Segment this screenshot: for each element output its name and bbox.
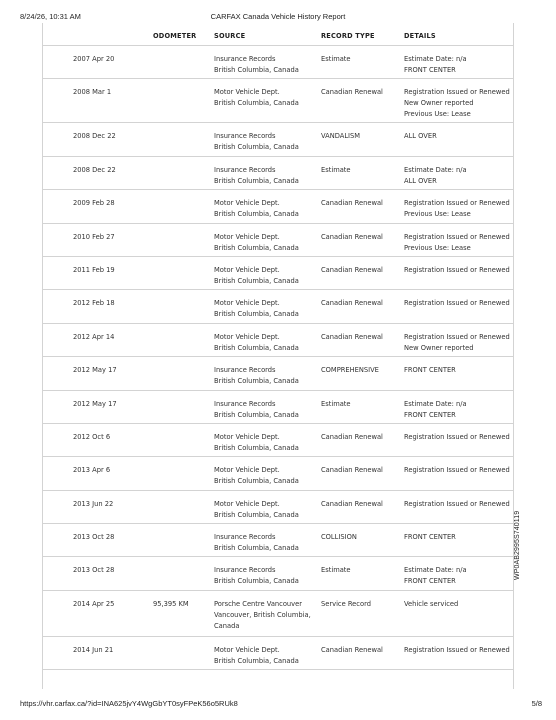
cell-details [404, 645, 510, 656]
cell-source-line: British Columbia, Canada [214, 310, 299, 319]
cell-details-line: Registration Issued or Renewed [404, 299, 510, 308]
cell-date: 2013 Oct 28 [73, 566, 115, 575]
cell-details-line: Vehicle serviced [404, 599, 459, 608]
cell-details-line: Registration Issued or Renewed [404, 432, 510, 441]
cell-source-line: Insurance Records [214, 55, 276, 63]
cell-source-line: Insurance Records [214, 566, 276, 575]
cell-date: 2014 Jun 21 [73, 645, 114, 654]
cell-source [214, 298, 299, 320]
cell-record-type: Canadian Renewal [321, 232, 383, 241]
cell-date: 2012 Oct 6 [73, 432, 111, 441]
cell-details-line: FRONT CENTER [404, 577, 456, 586]
cell-source [214, 399, 299, 421]
cell-details-line: Registration Issued or Renewed [404, 499, 510, 508]
cell-date: 2009 Feb 28 [73, 199, 115, 208]
cell-details [404, 298, 510, 309]
cell-source-line: Motor Vehicle Dept. [214, 645, 280, 654]
print-datetime: 8/24/26, 10:31 AM [20, 12, 81, 21]
cell-source-line: Motor Vehicle Dept. [214, 332, 280, 341]
cell-details [404, 198, 510, 220]
vin-margin-label: WP0AB2995S740119 [514, 510, 521, 580]
cell-source-line: British Columbia, Canada [214, 443, 299, 452]
cell-record-type: Estimate [321, 566, 351, 575]
cell-source [214, 645, 299, 667]
cell-date: 2013 Apr 6 [73, 466, 111, 475]
cell-details [404, 54, 467, 76]
cell-date: 2008 Mar 1 [73, 88, 112, 97]
table-row [43, 324, 513, 357]
cell-record-type: Canadian Renewal [321, 466, 383, 475]
cell-source [214, 165, 299, 187]
cell-source [214, 565, 299, 587]
print-url: https://vhr.carfax.ca/?id=INA625jvY4WgGbYT0syFPeK56o5RUk8 [20, 699, 238, 708]
cell-source-line: Motor Vehicle Dept. [214, 199, 280, 208]
table-row [43, 290, 513, 323]
cell-source [214, 265, 299, 287]
cell-source-line: British Columbia, Canada [214, 544, 299, 553]
print-page-title: CARFAX Canada Vehicle History Report [210, 12, 346, 21]
cell-source [214, 131, 299, 153]
cell-source-line: British Columbia, Canada [214, 477, 299, 486]
table-row [43, 157, 513, 190]
cell-source-line: British Columbia, Canada [214, 510, 299, 519]
cell-source [214, 465, 299, 487]
cell-odometer: 95,395 KM [153, 599, 189, 608]
cell-details-line: New Owner reported [404, 99, 474, 108]
table-row [43, 424, 513, 457]
cell-details-line: FRONT CENTER [404, 366, 456, 375]
cell-record-type: Estimate [321, 55, 351, 63]
cell-source [214, 365, 299, 387]
table-row [43, 224, 513, 257]
cell-details-line: Estimate Date: n/a [404, 55, 467, 63]
cell-source-line: Insurance Records [214, 399, 276, 408]
cell-record-type: Canadian Renewal [321, 299, 383, 308]
page-number: 5/8 [531, 699, 542, 708]
cell-date: 2011 Feb 19 [73, 265, 115, 274]
cell-details [404, 532, 456, 543]
cell-details [404, 565, 467, 587]
cell-details [404, 165, 467, 187]
cell-details-line: Estimate Date: n/a [404, 399, 467, 408]
column-header-record-type: RECORD TYPE [321, 32, 375, 40]
cell-source-line: Canada [214, 621, 240, 630]
cell-source-line: British Columbia, Canada [214, 243, 299, 252]
cell-source-line: Insurance Records [214, 165, 276, 174]
cell-record-type: Canadian Renewal [321, 265, 383, 274]
cell-date: 2013 Oct 28 [73, 533, 115, 542]
cell-record-type: Estimate [321, 165, 351, 174]
cell-source [214, 599, 311, 632]
cell-source-line: Motor Vehicle Dept. [214, 466, 280, 475]
cell-details [404, 265, 510, 276]
cell-source-line: British Columbia, Canada [214, 377, 299, 386]
cell-record-type: Estimate [321, 399, 351, 408]
cell-details [404, 465, 510, 476]
cell-source [214, 332, 299, 354]
table-row [43, 637, 513, 670]
cell-source-line: Motor Vehicle Dept. [214, 432, 280, 441]
column-header-source: SOURCE [214, 32, 246, 40]
table-row [43, 491, 513, 524]
cell-details-line: Registration Issued or Renewed [404, 199, 510, 208]
cell-details-line: FRONT CENTER [404, 533, 456, 542]
table-row [43, 46, 513, 79]
cell-source-line: Motor Vehicle Dept. [214, 232, 280, 241]
cell-source-line: British Columbia, Canada [214, 99, 299, 108]
cell-source-line: British Columbia, Canada [214, 176, 299, 185]
cell-details-line: Registration Issued or Renewed [404, 232, 510, 241]
cell-details [404, 432, 510, 443]
cell-source [214, 432, 299, 454]
cell-record-type: Canadian Renewal [321, 432, 383, 441]
cell-source-line: Motor Vehicle Dept. [214, 499, 280, 508]
cell-source-line: Motor Vehicle Dept. [214, 265, 280, 274]
cell-details-line: New Owner reported [404, 343, 474, 352]
cell-record-type: Canadian Renewal [321, 332, 383, 341]
cell-date: 2008 Dec 22 [73, 165, 116, 174]
cell-details-line: Registration Issued or Renewed [404, 265, 510, 274]
cell-details [404, 332, 510, 354]
cell-date: 2013 Jun 22 [73, 499, 114, 508]
cell-source-line: British Columbia, Canada [214, 410, 299, 419]
table-row [43, 591, 513, 637]
cell-source-line: Insurance Records [214, 132, 276, 141]
column-header-odometer: ODOMETER [153, 32, 197, 40]
cell-source [214, 198, 299, 220]
cell-source-line: British Columbia, Canada [214, 210, 299, 219]
cell-source [214, 54, 299, 76]
cell-source-line: Insurance Records [214, 366, 276, 375]
cell-date: 2007 Apr 20 [73, 55, 115, 63]
cell-details [404, 599, 458, 610]
cell-date: 2012 May 17 [73, 399, 117, 408]
cell-date: 2012 May 17 [73, 366, 117, 375]
cell-details [404, 499, 510, 510]
cell-details-line: Registration Issued or Renewed [404, 88, 510, 97]
cell-details-line: Previous Use: Lease [404, 210, 471, 219]
cell-details-line: Previous Use: Lease [404, 243, 471, 252]
cell-details-line: ALL OVER [404, 176, 437, 185]
cell-source-line: British Columbia, Canada [214, 343, 299, 352]
cell-record-type: VANDALISM [321, 132, 361, 141]
table-row [43, 123, 513, 156]
print-footer [0, 699, 556, 711]
cell-record-type: COLLISION [321, 533, 357, 542]
cell-source-line: Vancouver, British Columbia, [214, 610, 311, 619]
cell-details-line: ALL OVER [404, 132, 437, 141]
cell-date: 2012 Feb 18 [73, 299, 115, 308]
table-row [43, 357, 513, 390]
cell-source-line: Motor Vehicle Dept. [214, 88, 280, 97]
cell-source-line: Motor Vehicle Dept. [214, 299, 280, 308]
cell-source-line: Insurance Records [214, 533, 276, 542]
cell-source-line: British Columbia, Canada [214, 577, 299, 586]
cell-source [214, 499, 299, 521]
table-row [43, 557, 513, 590]
cell-source [214, 87, 299, 109]
cell-details-line: FRONT CENTER [404, 410, 456, 419]
cell-details-line: Estimate Date: n/a [404, 165, 467, 174]
table-row [43, 190, 513, 223]
cell-date: 2014 Apr 25 [73, 599, 115, 608]
cell-record-type: Canadian Renewal [321, 88, 383, 97]
column-header-details: DETAILS [404, 32, 436, 40]
cell-record-type: Canadian Renewal [321, 199, 383, 208]
cell-source-line: Porsche Centre Vancouver [214, 599, 302, 608]
cell-details [404, 232, 510, 254]
cell-details-line: Previous Use: Lease [404, 110, 471, 119]
cell-details-line: Estimate Date: n/a [404, 566, 467, 575]
cell-record-type: COMPREHENSIVE [321, 366, 379, 375]
cell-record-type: Service Record [321, 599, 371, 608]
cell-source-line: British Columbia, Canada [214, 66, 299, 74]
table-body [43, 46, 513, 670]
cell-source [214, 232, 299, 254]
cell-details [404, 131, 437, 142]
cell-date: 2010 Feb 27 [73, 232, 115, 241]
cell-date: 2012 Apr 14 [73, 332, 115, 341]
cell-details-line: Registration Issued or Renewed [404, 466, 510, 475]
cell-record-type: Canadian Renewal [321, 645, 383, 654]
table-row [43, 524, 513, 557]
table-row [43, 79, 513, 123]
cell-record-type: Canadian Renewal [321, 499, 383, 508]
cell-source [214, 532, 299, 554]
table-row [43, 257, 513, 290]
cell-details-line: Registration Issued or Renewed [404, 332, 510, 341]
cell-details-line: FRONT CENTER [404, 66, 456, 74]
table-row [43, 457, 513, 490]
cell-source-line: British Columbia, Canada [214, 656, 299, 665]
table-row [43, 391, 513, 424]
cell-details [404, 399, 467, 421]
cell-details [404, 365, 456, 376]
cell-source-line: British Columbia, Canada [214, 143, 299, 152]
cell-details-line: Registration Issued or Renewed [404, 645, 510, 654]
cell-details [404, 87, 510, 120]
cell-source-line: British Columbia, Canada [214, 276, 299, 285]
cell-date: 2008 Dec 22 [73, 132, 116, 141]
table-header [43, 23, 513, 46]
history-table [42, 23, 514, 689]
